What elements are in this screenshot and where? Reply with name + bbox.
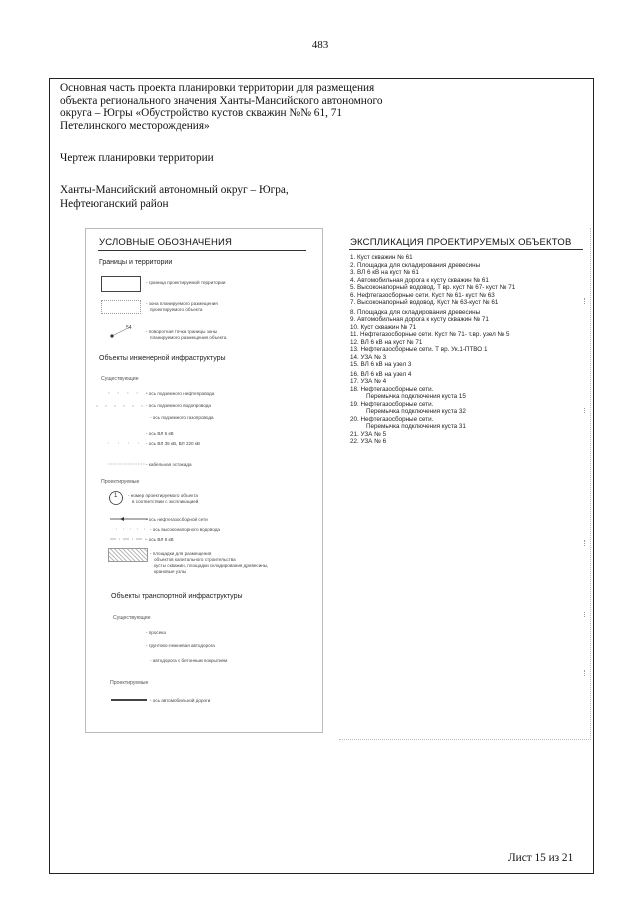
list-item: 17. УЗА № 4 <box>350 378 387 385</box>
title-line: округа – Югры «Обустройство кустов скважин №№ 61, 71 <box>60 107 343 119</box>
scan-dots <box>584 612 586 617</box>
placement-zone-symbol <box>101 300 141 314</box>
projected-power-line-symbol <box>110 536 150 542</box>
power-line-symbol <box>108 440 148 446</box>
object-number: 1 <box>114 493 118 499</box>
legend-item: - поворотная точка границы зоны <box>146 329 218 334</box>
legend-item: - ось подземного водопровода <box>146 403 211 408</box>
high-pressure-water-symbol <box>116 526 150 532</box>
legend-item: - ось подземного нефтепровода <box>146 391 215 396</box>
legend-item: объектов капитального строительства <box>154 557 236 562</box>
project-boundary-symbol <box>101 276 141 292</box>
borders-heading: Границы и территории <box>99 259 173 266</box>
legend-item: - ось ВЛ 35 кВ, ВЛ 220 кВ <box>146 441 200 446</box>
list-item: 3. ВЛ 6 кВ на куст № 61 <box>350 269 419 276</box>
gathering-network-symbol <box>110 516 150 522</box>
transport-projected-label: Проектируемые <box>110 680 149 686</box>
list-item: 16. ВЛ 6 кВ на узел 4 <box>350 370 412 378</box>
list-item: 10. Куст скважин № 71 <box>350 323 417 331</box>
list-item: 18. Нефтегазосборные сети. <box>350 385 434 393</box>
scan-dots <box>584 670 586 676</box>
region <box>60 183 360 211</box>
legend-item: - площадки для размещения <box>150 551 212 556</box>
list-item: 5. Высоконапорный водовод. Т вр. куст № 67- куст № 71 <box>350 284 516 291</box>
legend-item: кусты скважин, площадки складирования древесины, <box>154 563 269 568</box>
region-line: Ханты-Мансийский автономный округ – Югра, <box>60 184 289 196</box>
document-subtitle: Чертеж планировки территории <box>60 152 214 164</box>
legend-item: - ось нефтегазосборной сети <box>146 517 208 522</box>
list-item: 21. УЗА № 5 <box>350 430 387 438</box>
turning-point-label: 54 <box>126 325 132 331</box>
legend-item: - ось ВЛ 6 кВ <box>146 431 174 436</box>
region-line: Нефтеюганский район <box>60 198 169 210</box>
title-line: объекта регионального значения Ханты-Мансийского автономного <box>60 94 383 107</box>
road-axis-symbol <box>111 697 151 703</box>
scan-dots <box>584 298 586 304</box>
legend-item: - просека <box>146 630 166 635</box>
list-item: 22. УЗА № 6 <box>350 438 387 445</box>
explication-list <box>350 254 515 446</box>
legend-item: - ось автомобильной дороги <box>150 698 211 703</box>
document-title <box>60 82 390 132</box>
list-item: 20. Нефтегазосборные сети. <box>350 415 434 423</box>
scan-dots <box>584 408 586 413</box>
water-pipeline-symbol <box>96 403 148 409</box>
list-item: 14. УЗА № 3 <box>350 353 387 361</box>
list-item: 8. Площадка для складирования древесины <box>350 308 481 316</box>
legend-item: - номер проектируемого объекта <box>128 493 198 498</box>
legend-item: - ось ВЛ 6 кВ <box>146 537 174 542</box>
legend-item: - зона планируемого размещения <box>146 301 218 306</box>
page-number: 483 <box>311 39 329 51</box>
list-item: 9. Автомобильная дорога к кусту скважин № 71 <box>350 316 489 323</box>
title-line: Основная часть проекта планировки территории для размещения <box>60 82 375 94</box>
transport-heading: Объекты транспортной инфраструктуры <box>111 593 243 600</box>
legend-sheet <box>85 228 323 733</box>
list-item: 2. Площадка для складирования древесины <box>350 261 481 269</box>
list-item: 15. ВЛ 6 кВ на узел 3 <box>350 361 412 368</box>
legend-item: крановые узлы <box>154 569 187 574</box>
list-item: 4. Автомобильная дорога к кусту скважин № 61 <box>350 276 489 284</box>
explication-sheet <box>339 228 591 740</box>
legend-item: в соответствии с экспликацией <box>132 499 199 504</box>
legend-item: - кабельная эстакада <box>146 462 192 467</box>
sheet-label: Лист 15 из 21 <box>508 852 574 864</box>
legend-item: проектируемого объекта <box>150 307 203 312</box>
legend-title: УСЛОВНЫЕ ОБОЗНАЧЕНИЯ <box>99 237 233 248</box>
list-item: Перемычка подключения куста 31 <box>366 423 466 430</box>
construction-sites-symbol <box>108 548 148 562</box>
legend-title-underline <box>98 250 306 251</box>
legend-item: планируемого размещения объекта <box>150 335 227 340</box>
list-item: 12. ВЛ 6 кВ на куст № 71 <box>350 338 423 346</box>
list-item: 7. Высоконапорный водовод. Куст № 63-куст № 61 <box>350 299 499 306</box>
engineering-heading: Объекты инженерной инфраструктуры <box>99 355 226 362</box>
oil-pipeline-symbol <box>108 390 148 396</box>
legend-item: - ось высоконапорного водовода <box>150 527 220 532</box>
explication-title: ЭКСПЛИКАЦИЯ ПРОЕКТИРУЕМЫХ ОБЪЕКТОВ <box>350 237 572 248</box>
cable-rack-symbol <box>108 461 148 467</box>
list-item: 11. Нефтегазосборные сети. Куст № 71- т.вр. узел № 5 <box>350 331 510 338</box>
explication-title-underline <box>349 249 583 250</box>
legend-item: - граница проектируемой территории <box>146 280 226 285</box>
transport-existing-label: Существующие <box>113 615 151 621</box>
list-item: Перемычка подключения куста 32 <box>366 408 466 415</box>
list-item: 1. Куст скважин № 61 <box>350 254 413 261</box>
legend-item: - ось подземного газопровода <box>150 415 214 420</box>
list-item: 13. Нефтегазосборные сети. Т вр. Ук.1-ПТВО 1 <box>350 346 488 353</box>
title-line: Петелинского месторождения» <box>60 119 210 132</box>
projected-label: Проектируемые <box>101 479 140 485</box>
list-item: 6. Нефтегазосборные сети. Куст № 61- куст № 63 <box>350 291 495 299</box>
existing-label: Существующие <box>101 376 139 382</box>
legend-item: - грунтово-лежневая автодорога <box>146 643 215 648</box>
scan-dots <box>584 540 586 546</box>
legend-item: - автодорога с бетонным покрытием <box>150 658 228 663</box>
list-item: 19. Нефтегазосборные сети. <box>350 400 434 408</box>
list-item: Перемычка подключения куста 15 <box>366 393 466 400</box>
